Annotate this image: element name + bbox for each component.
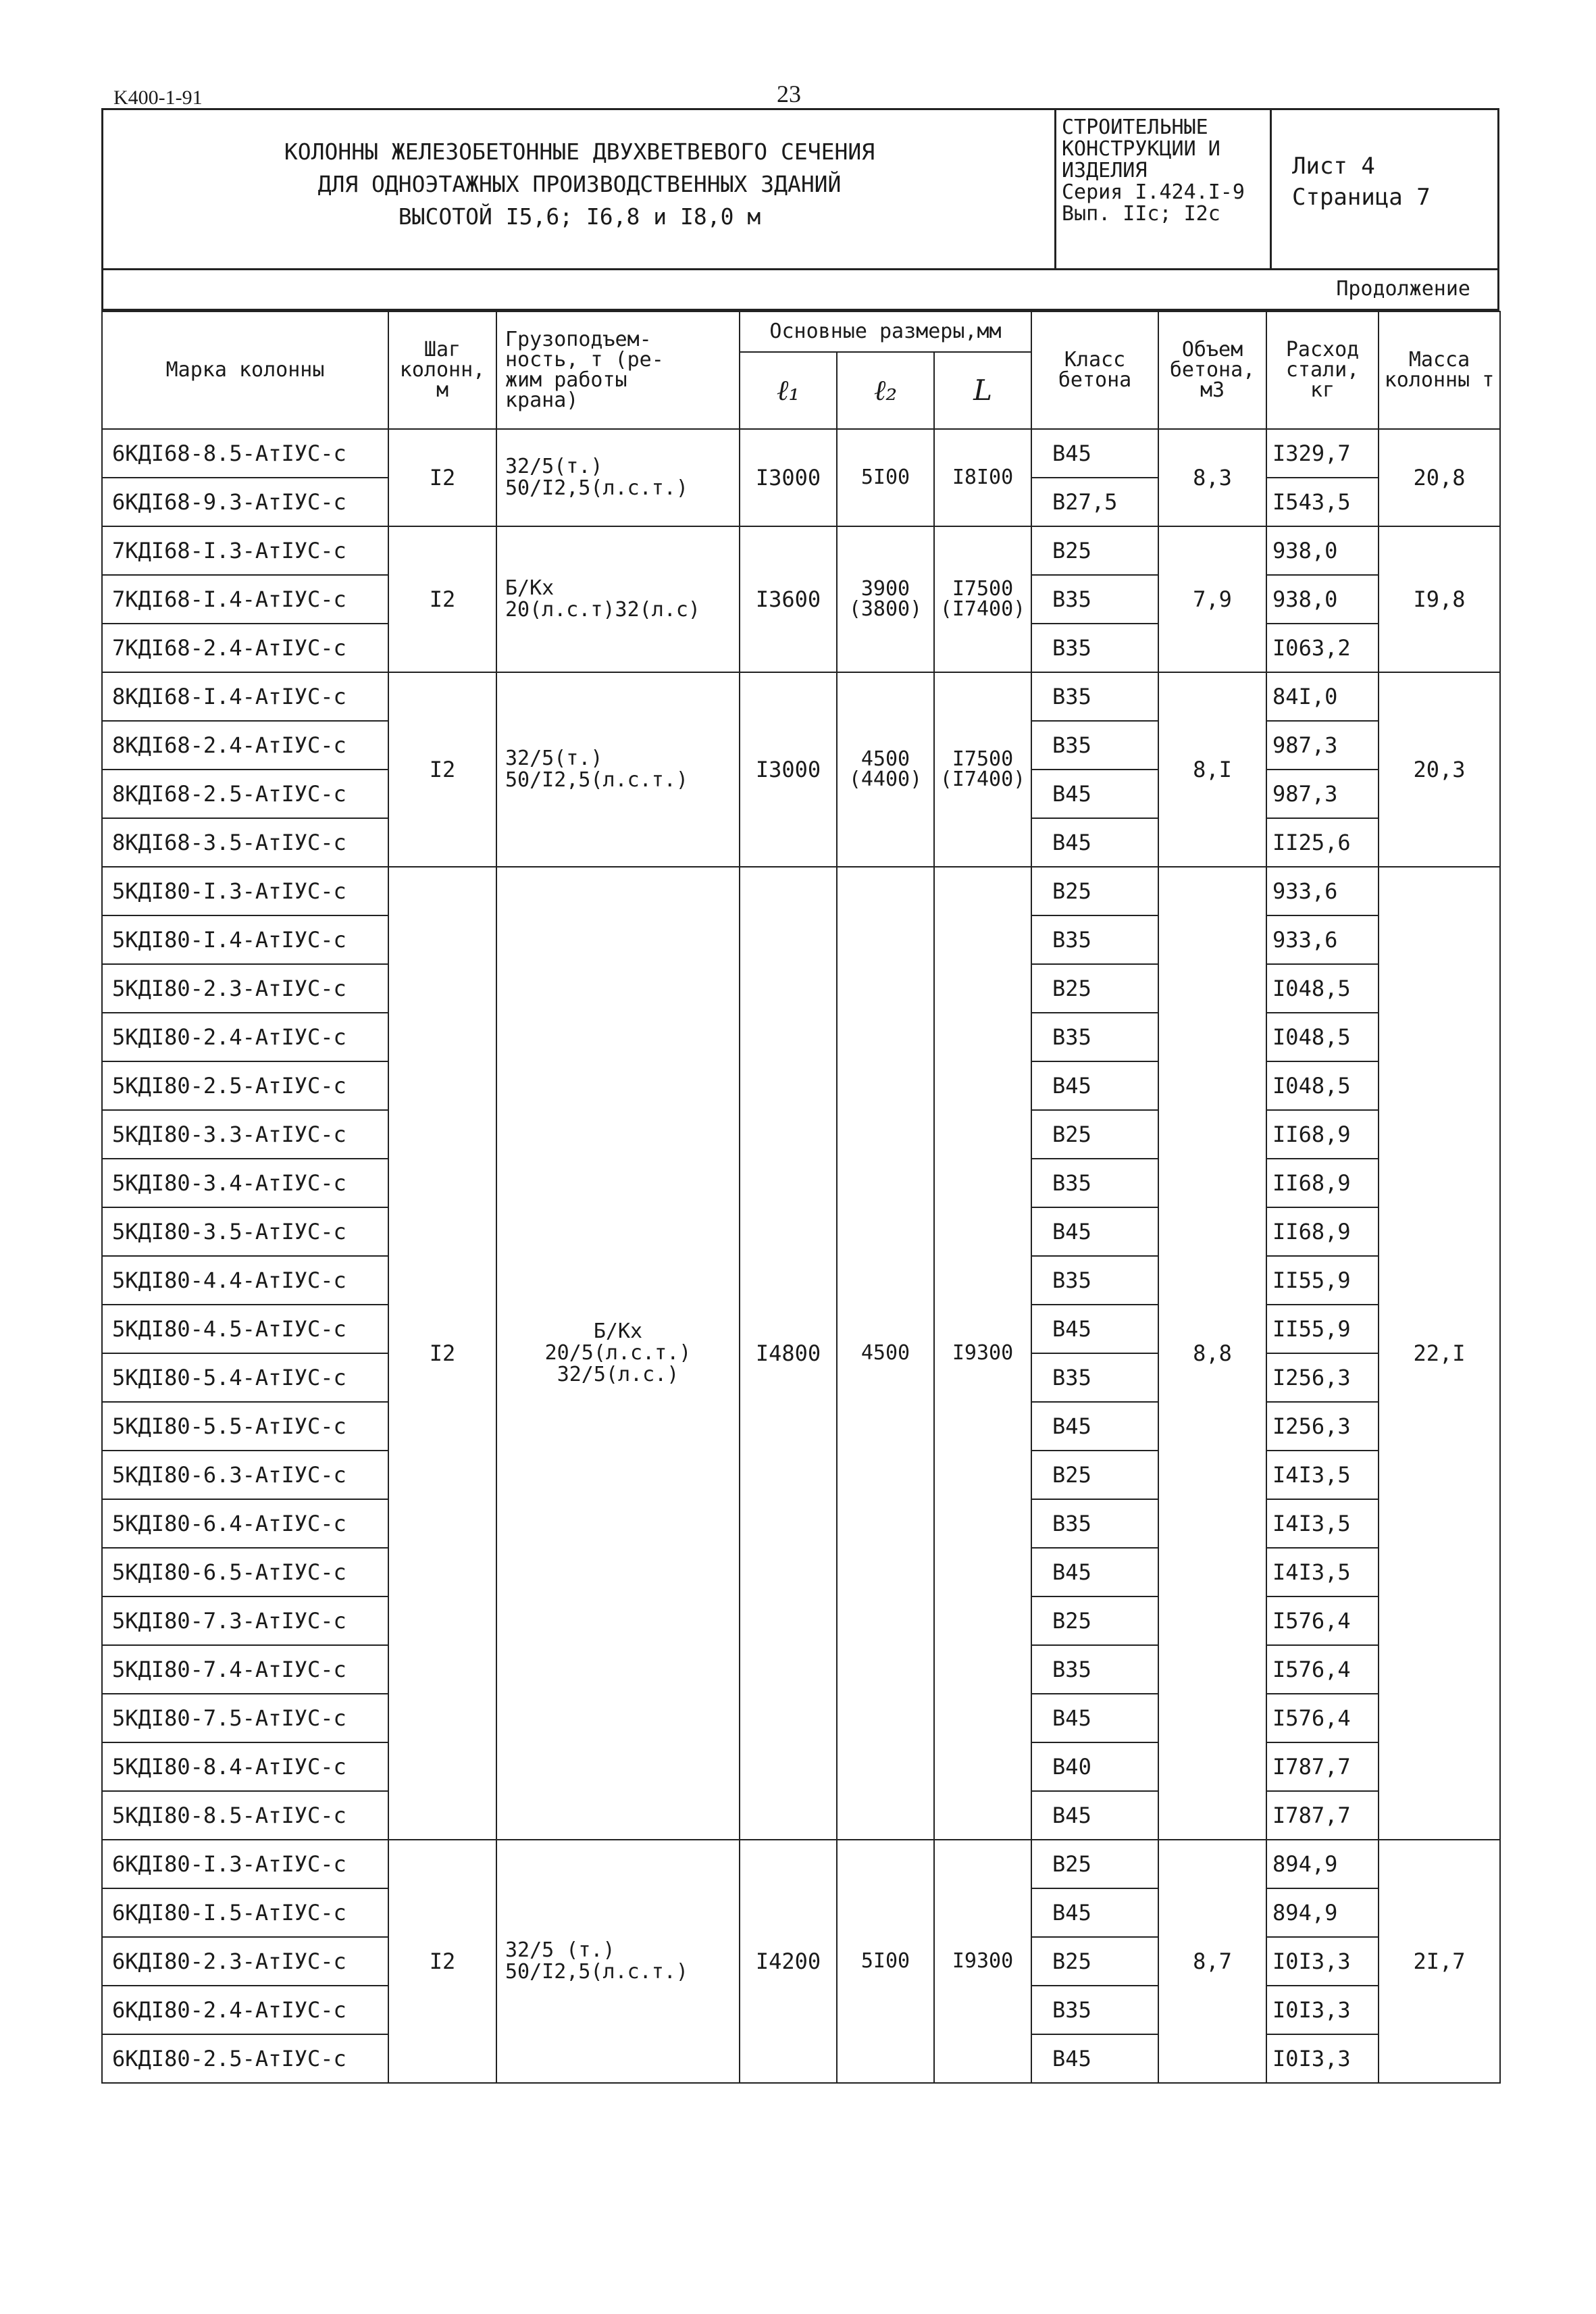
column-mark: 5КДI80-6.4-АтIУС-с <box>102 1499 388 1548</box>
column-mark: 6КДI68-8.5-АтIУС-с <box>102 429 388 478</box>
concrete-class: В45 <box>1031 1207 1158 1256</box>
concrete-class: В35 <box>1031 1353 1158 1402</box>
column-mark: 5КДI80-2.5-АтIУС-с <box>102 1061 388 1110</box>
dim-l2: 4500 (4400) <box>837 672 934 867</box>
steel-consumption: II68,9 <box>1266 1110 1379 1159</box>
header-mass: Масса колонны т <box>1379 311 1500 429</box>
dim-l1: I3000 <box>740 429 837 526</box>
dim-l1: I3600 <box>740 526 837 672</box>
column-mark: 6КДI80-2.4-АтIУС-с <box>102 1986 388 2034</box>
column-mark: 5КДI80-6.3-АтIУС-с <box>102 1451 388 1499</box>
concrete-class: В45 <box>1031 1402 1158 1451</box>
column-mark: 6КДI68-9.3-АтIУС-с <box>102 478 388 526</box>
concrete-class: В45 <box>1031 818 1158 867</box>
steel-consumption: 987,3 <box>1266 770 1379 818</box>
header-dims: Основные размеры,мм <box>740 311 1031 352</box>
column-mark: 5КДI80-6.5-АтIУС-с <box>102 1548 388 1596</box>
header-mark: Марка колонны <box>102 311 388 429</box>
dim-L: I8I00 <box>934 429 1031 526</box>
column-mark: 6КДI80-2.3-АтIУС-с <box>102 1937 388 1986</box>
crane-capacity: 32/5(т.) 50/I2,5(л.с.т.) <box>496 672 740 867</box>
steel-consumption: I4I3,5 <box>1266 1451 1379 1499</box>
steel-consumption: II68,9 <box>1266 1159 1379 1207</box>
concrete-class: В45 <box>1031 1694 1158 1742</box>
concrete-volume: 7,9 <box>1158 526 1266 672</box>
concrete-class: В35 <box>1031 575 1158 624</box>
column-mark: 5КДI80-3.3-АтIУС-с <box>102 1110 388 1159</box>
steel-consumption: II68,9 <box>1266 1207 1379 1256</box>
crane-capacity: 32/5(т.) 50/I2,5(л.с.т.) <box>496 429 740 526</box>
dim-L: I7500 (I7400) <box>934 526 1031 672</box>
column-mass: 2I,7 <box>1379 1840 1500 2083</box>
header-concrete: Класс бетона <box>1031 311 1158 429</box>
concrete-class: В45 <box>1031 1548 1158 1596</box>
concrete-class: В45 <box>1031 770 1158 818</box>
title-line: ДЛЯ ОДНОЭТАЖНЫХ ПРОИЗВОДСТВЕННЫХ ЗДАНИЙ <box>317 171 842 197</box>
steel-consumption: 933,6 <box>1266 867 1379 915</box>
steel-consumption: I576,4 <box>1266 1596 1379 1645</box>
column-mark: 5КДI80-5.4-АтIУС-с <box>102 1353 388 1402</box>
concrete-class: В40 <box>1031 1742 1158 1791</box>
column-mark: 7КДI68-I.3-АтIУС-с <box>102 526 388 575</box>
dim-L: I9300 <box>934 867 1031 1840</box>
table-row <box>102 867 1500 915</box>
column-mass: 20,3 <box>1379 672 1500 867</box>
table-row <box>102 1840 1500 1888</box>
table-row <box>102 429 1500 478</box>
column-step: I2 <box>388 672 496 867</box>
header-l1: ℓ₁ <box>740 352 837 429</box>
concrete-class: В45 <box>1031 2034 1158 2083</box>
concrete-class: В25 <box>1031 1451 1158 1499</box>
concrete-volume: 8,I <box>1158 672 1266 867</box>
steel-consumption: 894,9 <box>1266 1888 1379 1937</box>
sheet-block: Лист 4 Страница 7 <box>1292 153 1431 211</box>
concrete-class: В35 <box>1031 721 1158 770</box>
column-mark: 7КДI68-I.4-АтIУС-с <box>102 575 388 624</box>
steel-consumption: II55,9 <box>1266 1305 1379 1353</box>
dim-l1: I3000 <box>740 672 837 867</box>
title-line: ВЫСОТОЙ I5,6; I6,8 и I8,0 м <box>398 203 761 230</box>
header-L: L <box>934 352 1031 429</box>
column-mark: 6КДI80-I.5-АтIУС-с <box>102 1888 388 1937</box>
concrete-class: В25 <box>1031 1840 1158 1888</box>
concrete-class: В35 <box>1031 1013 1158 1061</box>
dim-l2: 3900 (3800) <box>837 526 934 672</box>
header-steel: Расход стали, кг <box>1266 311 1379 429</box>
steel-consumption: I0I3,3 <box>1266 1937 1379 1986</box>
concrete-class: В45 <box>1031 429 1158 478</box>
steel-consumption: I256,3 <box>1266 1402 1379 1451</box>
concrete-class: В35 <box>1031 1159 1158 1207</box>
column-mark: 5КДI80-3.4-АтIУС-с <box>102 1159 388 1207</box>
crane-capacity: Б/Кх 20/5(л.с.т.) 32/5(л.с.) <box>496 867 740 1840</box>
document-title <box>103 136 1056 233</box>
header-l2: ℓ₂ <box>837 352 934 429</box>
steel-consumption: 84I,0 <box>1266 672 1379 721</box>
steel-consumption: 938,0 <box>1266 575 1379 624</box>
column-mark: 6КДI80-I.3-АтIУС-с <box>102 1840 388 1888</box>
concrete-class: В45 <box>1031 1888 1158 1937</box>
column-mark: 7КДI68-2.4-АтIУС-с <box>102 624 388 672</box>
concrete-class: В25 <box>1031 1110 1158 1159</box>
dim-L: I9300 <box>934 1840 1031 2083</box>
column-mark: 5КДI80-2.4-АтIУС-с <box>102 1013 388 1061</box>
steel-consumption: I4I3,5 <box>1266 1548 1379 1596</box>
crane-capacity: 32/5 (т.) 50/I2,5(л.с.т.) <box>496 1840 740 2083</box>
header-load: Грузоподъем- ность, т (ре- жим работы крана) <box>496 311 740 429</box>
column-step: I2 <box>388 867 496 1840</box>
column-step: I2 <box>388 1840 496 2083</box>
dim-L: I7500 (I7400) <box>934 672 1031 867</box>
title-block <box>101 108 1499 270</box>
steel-consumption: 987,3 <box>1266 721 1379 770</box>
concrete-class: В25 <box>1031 1596 1158 1645</box>
crane-capacity: Б/Кх 20(л.с.т)32(л.с) <box>496 526 740 672</box>
concrete-class: В45 <box>1031 1061 1158 1110</box>
concrete-class: В25 <box>1031 526 1158 575</box>
concrete-class: В35 <box>1031 1256 1158 1305</box>
steel-consumption: I048,5 <box>1266 1013 1379 1061</box>
column-step: I2 <box>388 526 496 672</box>
steel-consumption: I256,3 <box>1266 1353 1379 1402</box>
column-mark: 5КДI80-4.4-АтIУС-с <box>102 1256 388 1305</box>
column-mark: 8КДI68-2.5-АтIУС-с <box>102 770 388 818</box>
concrete-class: В35 <box>1031 624 1158 672</box>
dim-l2: 5I00 <box>837 1840 934 2083</box>
column-mass: 20,8 <box>1379 429 1500 526</box>
continuation-label: Продолжение <box>101 270 1499 311</box>
steel-consumption: I048,5 <box>1266 964 1379 1013</box>
column-mark: 5КДI80-4.5-АтIУС-с <box>102 1305 388 1353</box>
concrete-class: В25 <box>1031 964 1158 1013</box>
column-mark: 6КДI80-2.5-АтIУС-с <box>102 2034 388 2083</box>
steel-consumption: II25,6 <box>1266 818 1379 867</box>
concrete-class: В35 <box>1031 1986 1158 2034</box>
steel-consumption: I048,5 <box>1266 1061 1379 1110</box>
steel-consumption: I063,2 <box>1266 624 1379 672</box>
series-block: СТРОИТЕЛЬНЫЕ КОНСТРУКЦИИ И ИЗДЕЛИЯ Серия I.424.I-9 Вып. IIс; I2с <box>1054 110 1272 268</box>
document-code: K400-1-91 <box>113 86 203 109</box>
column-mass: I9,8 <box>1379 526 1500 672</box>
column-mark: 5КДI80-8.4-АтIУС-с <box>102 1742 388 1791</box>
table-body <box>102 429 1500 2083</box>
steel-consumption: II55,9 <box>1266 1256 1379 1305</box>
column-mark: 5КДI80-I.3-АтIУС-с <box>102 867 388 915</box>
column-step: I2 <box>388 429 496 526</box>
column-mark: 5КДI80-7.3-АтIУС-с <box>102 1596 388 1645</box>
concrete-class: В35 <box>1031 672 1158 721</box>
column-mark: 5КДI80-7.5-АтIУС-с <box>102 1694 388 1742</box>
steel-consumption: I576,4 <box>1266 1645 1379 1694</box>
column-mark: 8КДI68-3.5-АтIУС-с <box>102 818 388 867</box>
steel-consumption: I787,7 <box>1266 1791 1379 1840</box>
steel-consumption: I4I3,5 <box>1266 1499 1379 1548</box>
dim-l1: I4800 <box>740 867 837 1840</box>
steel-consumption: 938,0 <box>1266 526 1379 575</box>
steel-consumption: 933,6 <box>1266 915 1379 964</box>
steel-consumption: I329,7 <box>1266 429 1379 478</box>
column-mark: 5КДI80-2.3-АтIУС-с <box>102 964 388 1013</box>
column-mark: 5КДI80-7.4-АтIУС-с <box>102 1645 388 1694</box>
steel-consumption: I0I3,3 <box>1266 2034 1379 2083</box>
concrete-class: В25 <box>1031 1937 1158 1986</box>
concrete-class: В35 <box>1031 915 1158 964</box>
steel-consumption: 894,9 <box>1266 1840 1379 1888</box>
column-mark: 5КДI80-5.5-АтIУС-с <box>102 1402 388 1451</box>
header-step: Шаг колонн, м <box>388 311 496 429</box>
table-row <box>102 526 1500 575</box>
steel-consumption: I543,5 <box>1266 478 1379 526</box>
concrete-class: В35 <box>1031 1499 1158 1548</box>
concrete-class: В35 <box>1031 1645 1158 1694</box>
concrete-class: В25 <box>1031 867 1158 915</box>
title-line: КОЛОННЫ ЖЕЛЕЗОБЕТОННЫЕ ДВУХВЕТВЕВОГО СЕЧЕНИЯ <box>284 139 875 165</box>
concrete-volume: 8,7 <box>1158 1840 1266 2083</box>
concrete-volume: 8,8 <box>1158 867 1266 1840</box>
concrete-volume: 8,3 <box>1158 429 1266 526</box>
column-mark: 5КДI80-8.5-АтIУС-с <box>102 1791 388 1840</box>
header-volume: Объем бетона, м3 <box>1158 311 1266 429</box>
concrete-class: В45 <box>1031 1305 1158 1353</box>
column-mass: 22,I <box>1379 867 1500 1840</box>
columns-table <box>101 311 1501 2084</box>
column-mark: 8КДI68-I.4-АтIУС-с <box>102 672 388 721</box>
column-mark: 8КДI68-2.4-АтIУС-с <box>102 721 388 770</box>
dim-l1: I4200 <box>740 1840 837 2083</box>
column-mark: 5КДI80-3.5-АтIУС-с <box>102 1207 388 1256</box>
column-mark: 5КДI80-I.4-АтIУС-с <box>102 915 388 964</box>
steel-consumption: I0I3,3 <box>1266 1986 1379 2034</box>
page-number: 23 <box>777 80 801 107</box>
concrete-class: В45 <box>1031 1791 1158 1840</box>
steel-consumption: I576,4 <box>1266 1694 1379 1742</box>
concrete-class: В27,5 <box>1031 478 1158 526</box>
dim-l2: 5I00 <box>837 429 934 526</box>
table-row <box>102 672 1500 721</box>
steel-consumption: I787,7 <box>1266 1742 1379 1791</box>
dim-l2: 4500 <box>837 867 934 1840</box>
